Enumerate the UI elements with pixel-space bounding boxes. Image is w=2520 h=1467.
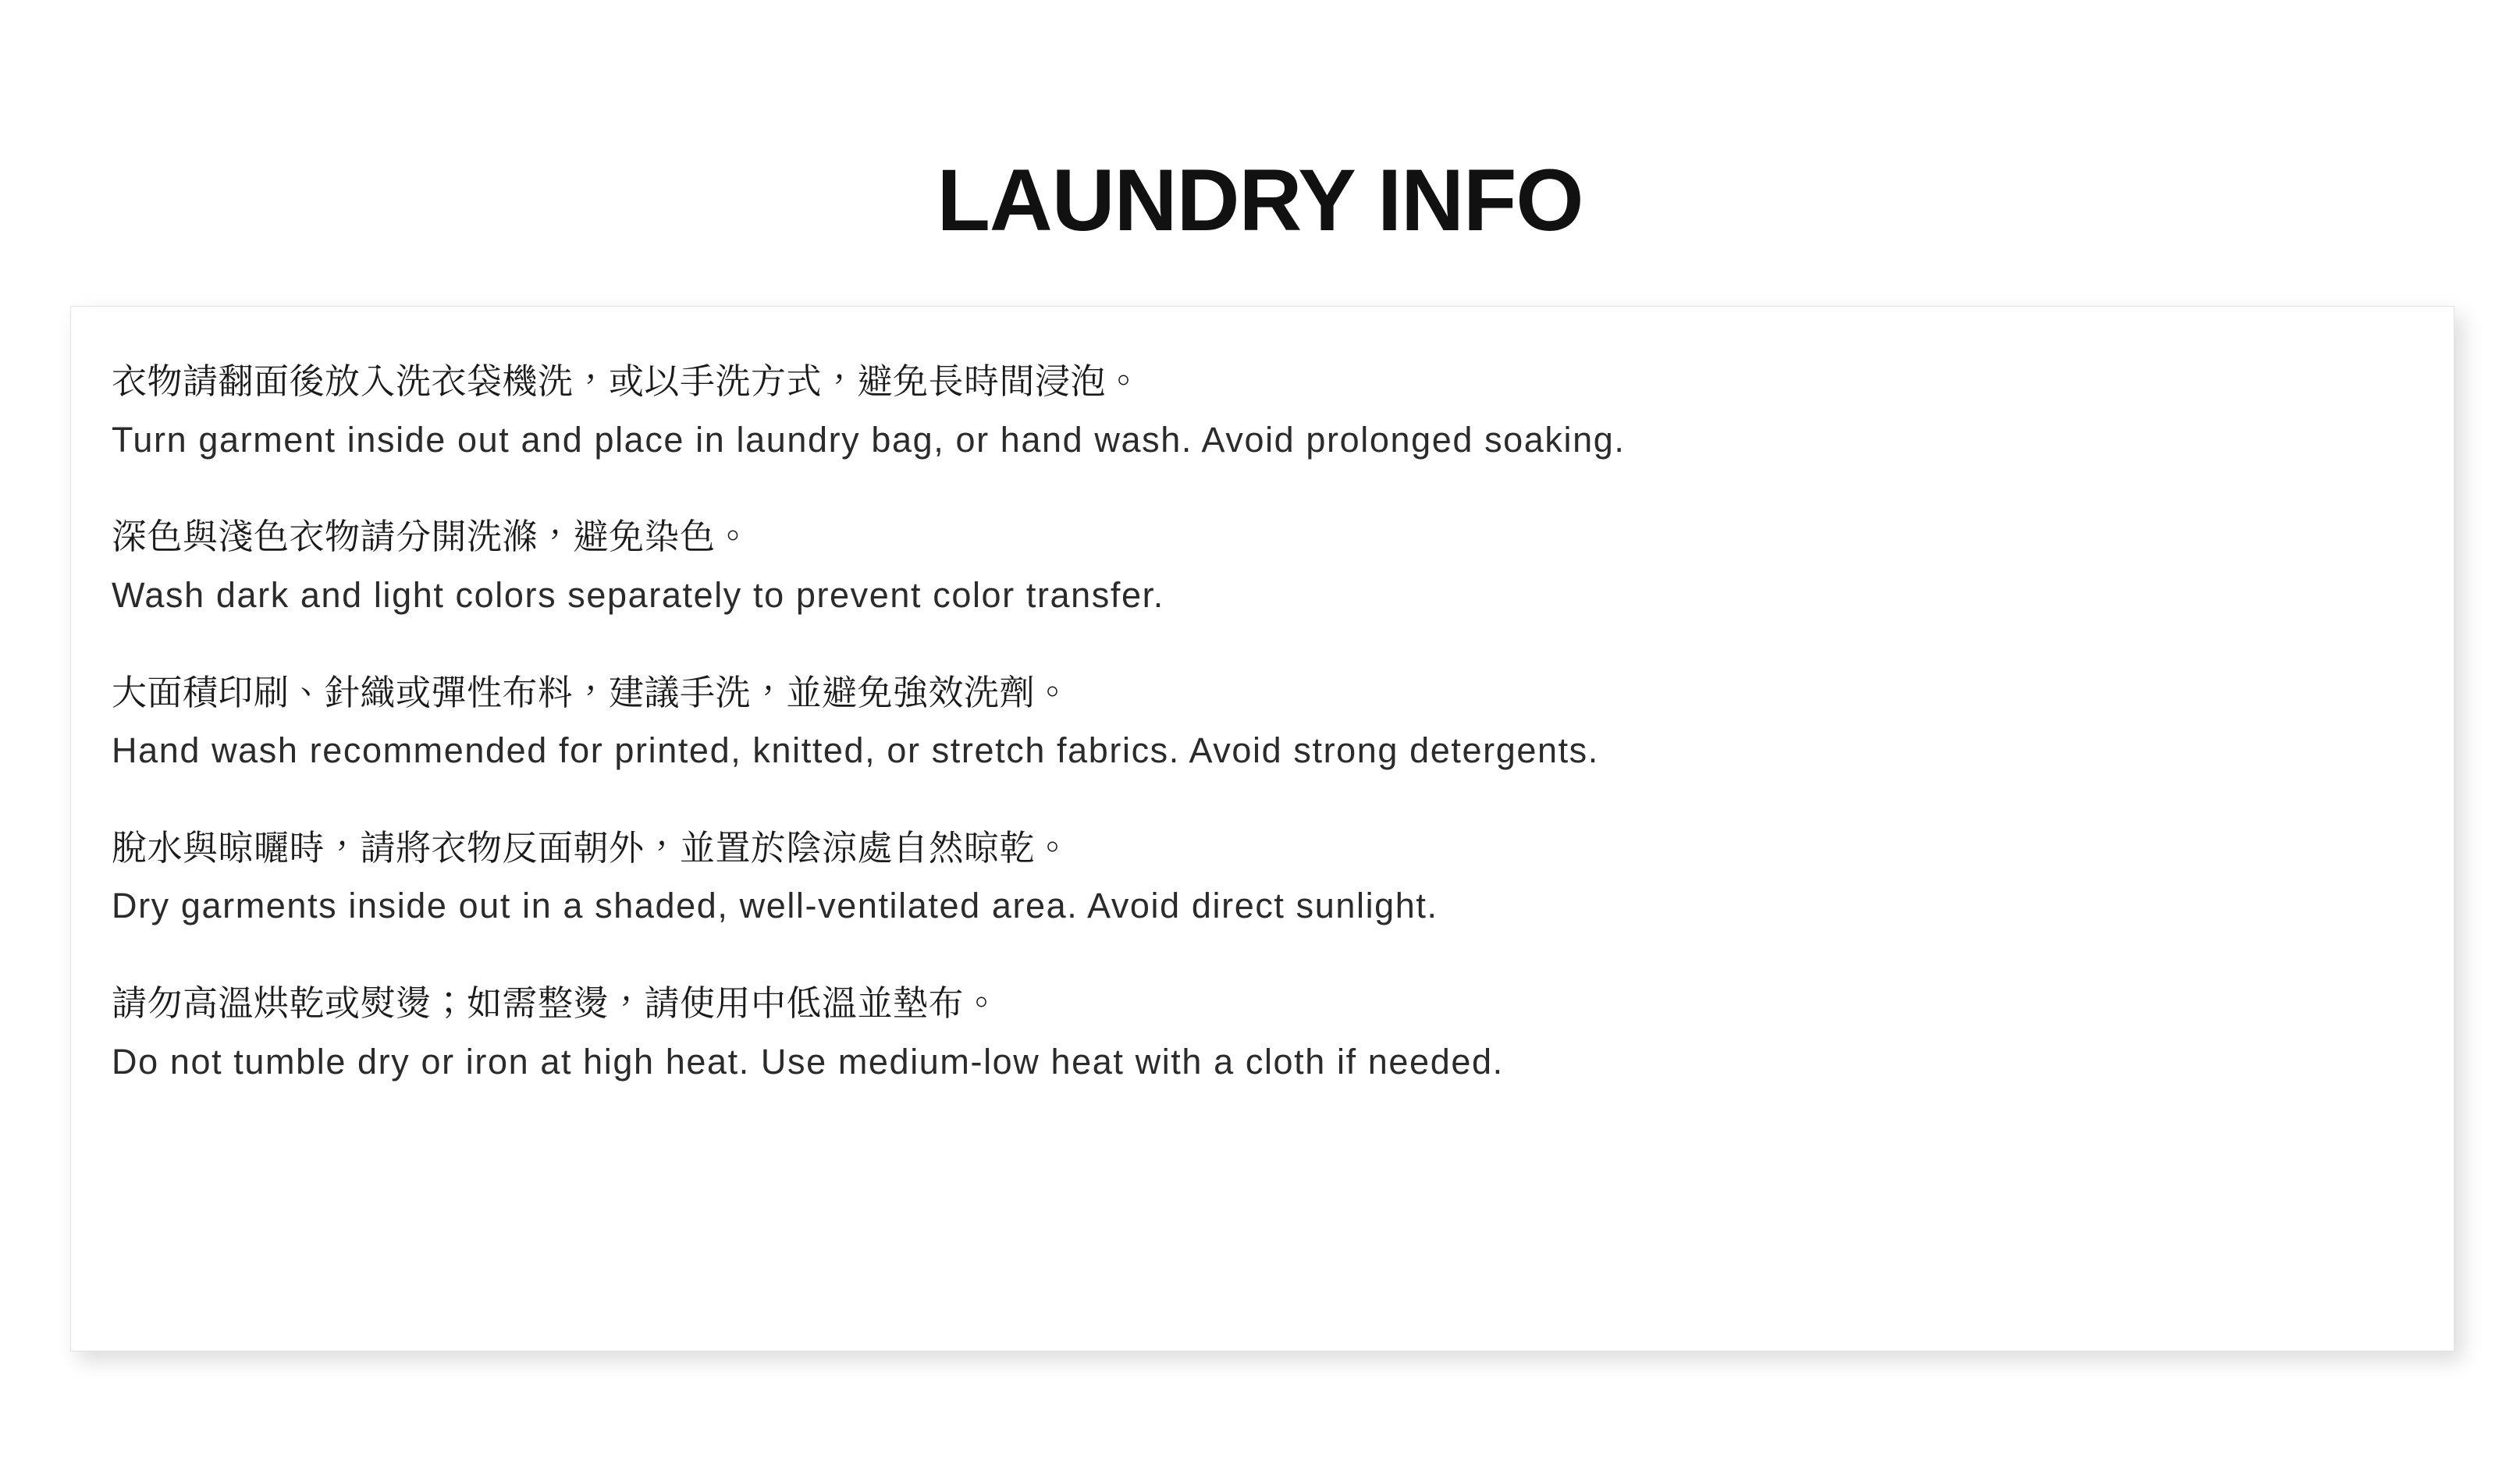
care-instruction-zh: 衣物請翻面後放入洗衣袋機洗，或以手洗方式，避免長時間浸泡。 bbox=[112, 361, 1142, 402]
care-instruction-zh: 請勿高溫烘乾或熨燙；如需整燙，請使用中低溫並墊布。 bbox=[112, 982, 1000, 1024]
page-title: LAUNDRY INFO bbox=[937, 151, 1583, 250]
care-instruction-item bbox=[112, 822, 2422, 933]
care-instruction-zh: 深色與淺色衣物請分開洗滌，避免染色。 bbox=[112, 516, 752, 558]
care-instruction-item bbox=[112, 666, 2422, 778]
care-instruction-zh: 大面積印刷、針織或彈性布料，建議手洗，並避免強效洗劑。 bbox=[112, 671, 1071, 713]
care-instructions-list bbox=[112, 355, 2422, 1089]
care-instruction-en: Turn garment inside out and place in laundry bag, or hand wash. Avoid prolonged soaking. bbox=[112, 419, 1626, 460]
care-instructions-card bbox=[70, 306, 2454, 1352]
care-instruction-item bbox=[112, 355, 2422, 467]
care-instruction-item bbox=[112, 510, 2422, 622]
care-instruction-item bbox=[112, 977, 2422, 1089]
care-instruction-en: Hand wash recommended for printed, knitted, or stretch fabrics. Avoid strong detergents. bbox=[112, 730, 1599, 770]
care-instruction-en: Do not tumble dry or iron at high heat. Use medium-low heat with a cloth if needed. bbox=[112, 1041, 1504, 1082]
care-instruction-en: Dry garments inside out in a shaded, well-ventilated area. Avoid direct sunlight. bbox=[112, 886, 1438, 926]
care-instruction-zh: 脫水與晾曬時，請將衣物反面朝外，並置於陰涼處自然晾乾。 bbox=[112, 826, 1071, 868]
care-instruction-en: Wash dark and light colors separately to prevent color transfer. bbox=[112, 574, 1164, 615]
